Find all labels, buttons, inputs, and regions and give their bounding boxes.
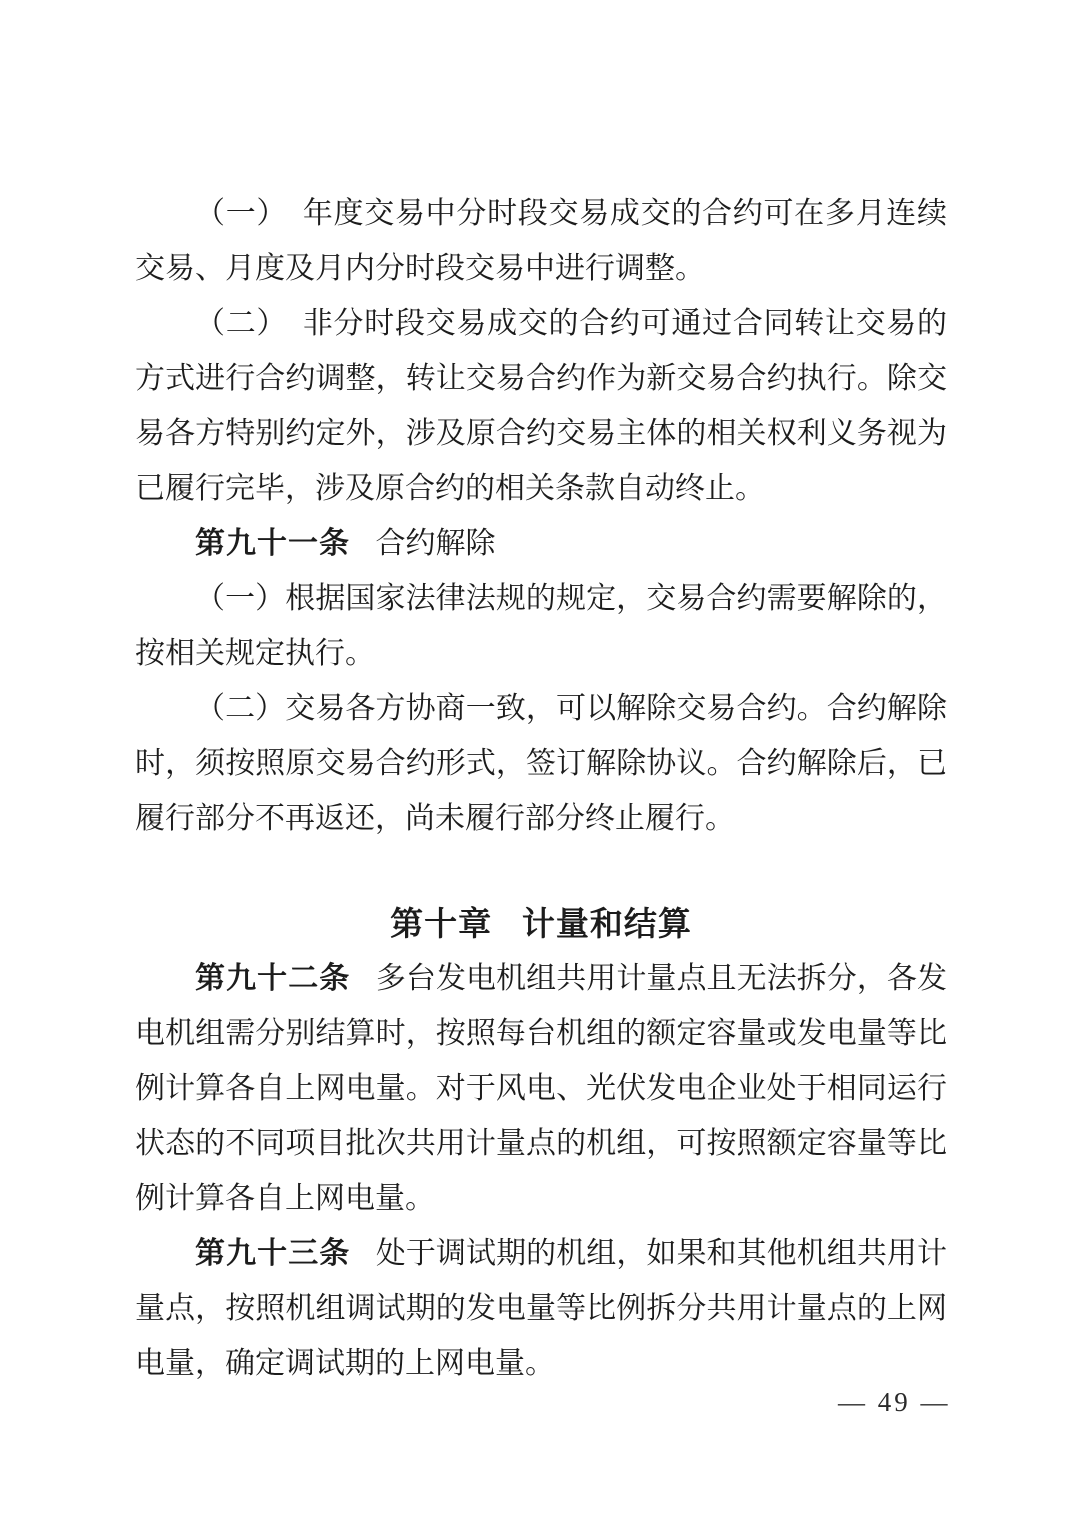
clause-paragraph-1: （一） 年度交易中分时段交易成交的合约可在多月连续交易、月度及月内分时段交易中进行调整。 (135, 197, 947, 285)
article-92-text: 多台发电机组共用计量点且无法拆分，各发电机组需分别结算时，按照每台机组的额定容量或发电量等比例计算各自上网电量。对于风电、光伏发电企业处于相同运行状态的不同项目批次共用计量点的机组，可按照额定容量等比例计算各自上网电量。 (135, 962, 948, 1215)
chapter-10-label: 第十章 (390, 905, 493, 942)
document-body (135, 186, 947, 1391)
article-92-paragraph (135, 951, 947, 1226)
article-91-label: 第九十一条 (195, 527, 350, 560)
article-91-title: 合约解除 (375, 527, 496, 560)
clause-paragraph-2: （二） 非分时段交易成交的合约可通过合同转让交易的方式进行合约调整，转让交易合约作为新交易合约执行。除交易各方特别约定外，涉及原合约交易主体的相关权利义务视为已履行完毕，涉及原合约的相关条款自动终止。 (135, 307, 947, 505)
article-93-paragraph (135, 1226, 947, 1391)
article-91-item-1: （一）根据国家法律法规的规定，交易合约需要解除的，按相关规定执行。 (135, 582, 947, 670)
article-91-item-2: （二）交易各方协商一致，可以解除交易合约。合约解除时，须按照原交易合约形式，签订解除协议。合约解除后，已履行部分不再返还，尚未履行部分终止履行。 (135, 692, 947, 835)
chapter-10-title: 计量和结算 (521, 905, 692, 942)
chapter-10-heading (135, 896, 947, 951)
article-93-label: 第九十三条 (195, 1237, 351, 1270)
article-93-text: 处于调试期的机组，如果和其他机组共用计量点，按照机组调试期的发电量等比例拆分共用计量点的上网电量，确定调试期的上网电量。 (135, 1237, 948, 1380)
article-92-label: 第九十二条 (195, 962, 351, 995)
page-number: — 49 — (838, 1387, 951, 1417)
article-91-heading (135, 516, 947, 571)
